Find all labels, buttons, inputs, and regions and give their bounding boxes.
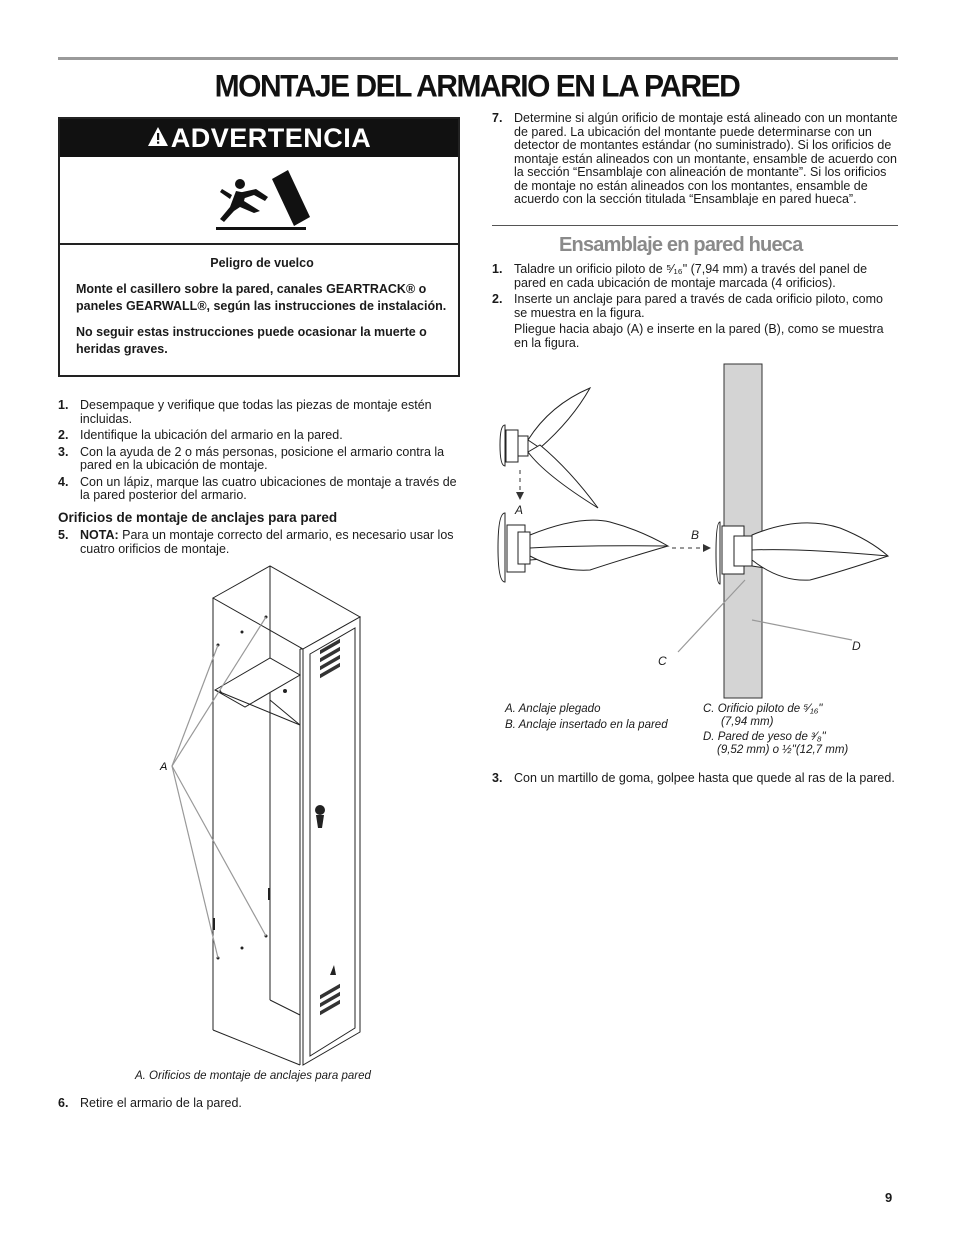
list-item: 3. Con un martillo de goma, golpee hasta que quede al ras de la pared. — [492, 771, 895, 785]
hazard-title: Peligro de vuelco — [210, 256, 314, 270]
list-item: 2. Identifique la ubicación del armario en la pared. — [58, 428, 343, 442]
caption-b: B. Anclaje insertado en la pared — [505, 719, 668, 731]
fig-label-b: B — [691, 528, 700, 542]
warning-header-label: ADVERTENCIA — [170, 123, 372, 153]
list-item: 4. Con un lápiz, marque las cuatro ubicaciones de montaje a través de la pared posterior del armario. — [58, 474, 457, 502]
step-6 — [58, 1097, 462, 1114]
section-rule — [492, 225, 898, 226]
caption-c-1: C. Orificio piloto de ⁵⁄₁₆" — [703, 703, 823, 715]
anchor-figure — [490, 360, 890, 700]
list-item: 2. Inserte un anclaje para pared a través de cada orificio piloto, como se muestra en la figura. Pliegue hacia abajo (A) e inserte en la pared (B), como se muestra en la figura. — [492, 293, 898, 350]
page-title: MONTAJE DEL ARMARIO EN LA PARED — [214, 69, 740, 104]
step-2-extra: Pliegue hacia abajo (A) e inserte en la pared (B), como se muestra en la figura. — [514, 322, 884, 350]
fig-label-c: C — [658, 654, 667, 668]
fig-label-d: D — [852, 639, 861, 653]
steps-list-right — [492, 263, 898, 353]
warning-triangle-icon — [147, 119, 169, 157]
figure-caption-locker: A. Orificios de montaje de anclajes para pared — [135, 1070, 371, 1082]
figure-label-a: A — [160, 761, 168, 773]
caption-d-1: D. Pared de yeso de ³⁄₈" — [703, 731, 826, 743]
steps-list-left — [58, 399, 462, 506]
tip-over-hazard-pictogram — [60, 157, 458, 245]
warning-text — [76, 255, 448, 367]
list-item: 1. Taladre un orificio piloto de ⁵⁄₁₆" (7,94 mm) a través del panel de pared en cada ubicación de montaje marcada (4 orificios). — [492, 262, 868, 290]
warning-box — [58, 117, 460, 377]
list-item: 6. Retire el armario de la pared. — [58, 1096, 242, 1110]
section-heading-hollow-wall: Ensamblaje en pared hueca — [559, 234, 803, 256]
caption-d-2: (9,52 mm) o ½"(12,7 mm) — [717, 744, 849, 756]
list-item: 7. Determine si algún orificio de montaje está alineado con un montante de pared. La ubicación del montante puede determinarse con un detector de montantes estándar (no suministrado). Si los orificios de montaje están alineados con un montante, ensamble de acuerdo con la sección “Ensamblaje con alineación de montante”. Si los orificios de montaje no están alineados con los montantes, ensamble de acuerdo con la sección titulada “Ensamblaje en pared hueca”. — [492, 111, 898, 206]
step-7 — [492, 112, 898, 210]
caption-c-2: (7,94 mm) — [721, 716, 774, 728]
list-item: 5. NOTA: Para un montaje correcto del armario, es necesario usar los cuatro orificios de montaje. — [58, 528, 454, 556]
tip-over-icon — [60, 157, 458, 243]
caption-a: A. Anclaje plegado — [505, 703, 601, 715]
warning-consequence: No seguir estas instrucciones puede ocasionar la muerte o heridas graves. — [76, 325, 427, 356]
fig-label-a: A — [515, 503, 524, 517]
warning-instruction: Monte el casillero sobre la pared, canales GEARTRACK® o paneles GEARWALL®, según las instrucciones de instalación. — [76, 282, 447, 313]
subheading-anchor-holes: Orificios de montaje de anclajes para pared — [58, 510, 338, 525]
warning-header — [60, 119, 458, 157]
locker-figure — [150, 560, 370, 1072]
step-5 — [58, 529, 462, 559]
page-number: 9 — [885, 1190, 893, 1205]
list-item: 3. Con la ayuda de 2 o más personas, posicione el armario contra la pared en la ubicación de montaje. — [58, 444, 445, 472]
top-rule — [58, 57, 898, 60]
step-3 — [492, 772, 898, 789]
list-item: 1. Desempaque y verifique que todas las piezas de montaje estén incluidas. — [58, 398, 432, 426]
